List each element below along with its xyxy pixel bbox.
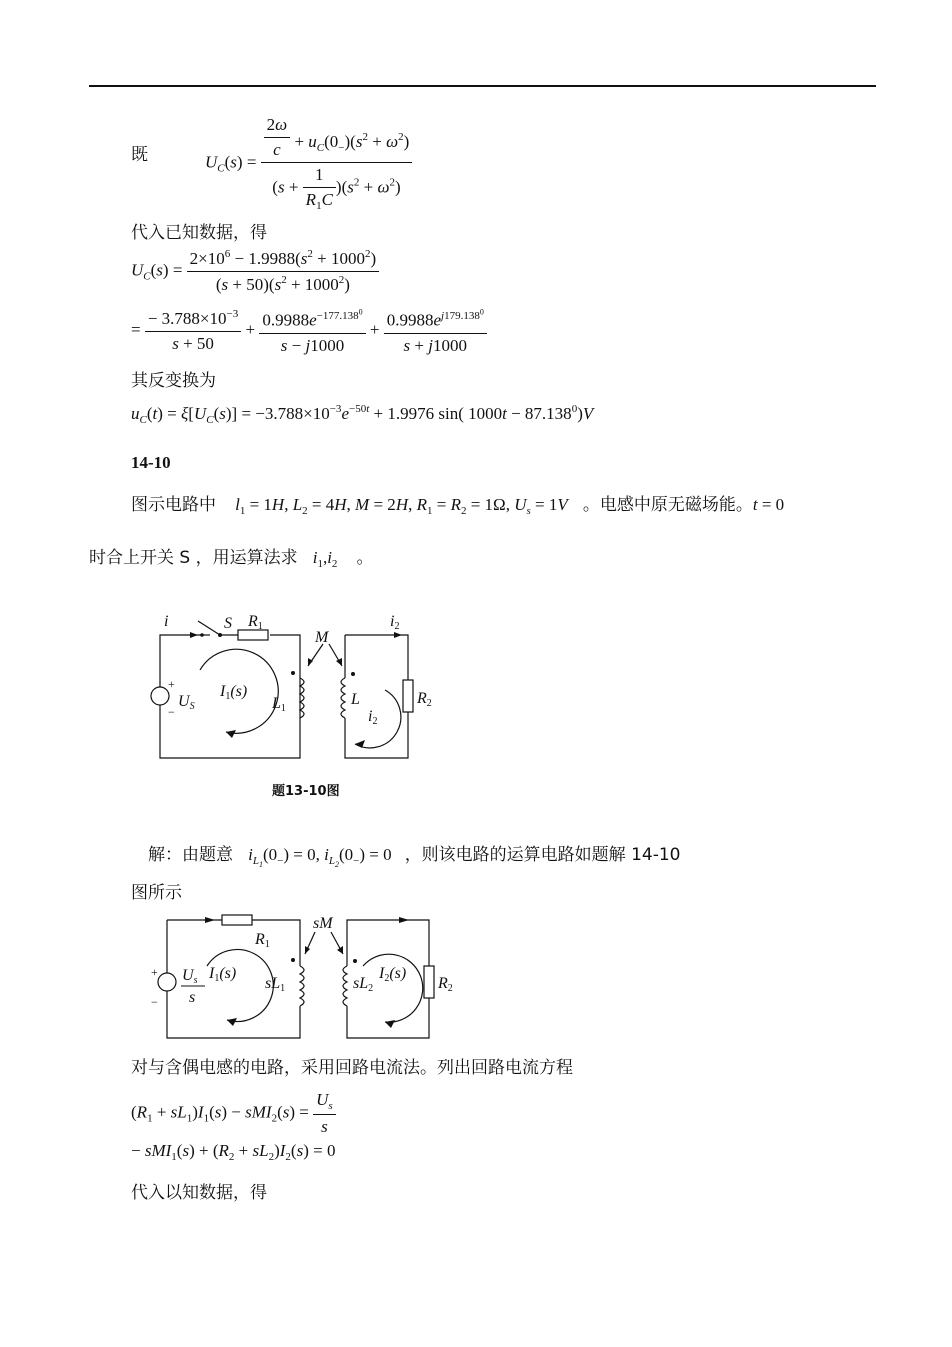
- fig1-label-r1: R1: [248, 613, 263, 632]
- fig2-minus: −: [151, 995, 158, 1009]
- fig2-label-s: s: [189, 989, 196, 1006]
- fig1-minus: −: [168, 705, 175, 719]
- fig1-label-us: US: [178, 693, 195, 712]
- fig2-label-us: Us: [182, 967, 198, 986]
- header-rule: [89, 85, 876, 87]
- solution-prefix: 解：由题意: [148, 845, 233, 865]
- problem-statement-line1: 图示电路中 $l_1 = 1H$, $L_2 = 4H$, M = 2H, $R_1 = R_2 = 1\Omega$, $U_s = 1V$ 。电感中原无磁场能。t = 0: [131, 495, 785, 517]
- equation-uc-s: $U_C(s)$ = $\frac{2\omega}{c}$ + $u_C(0_-)(s^2 + \omega^2)$ (s + $\frac{1}{R_1C}$ )$(s^2 + \omega^2)$: [205, 115, 412, 212]
- text-shown-in-figure: 图所示: [131, 883, 182, 903]
- fig1-label-i: i: [164, 613, 169, 630]
- fig1-label-i1s: I1(s): [220, 683, 248, 702]
- fig2-label-r2: R2: [438, 975, 453, 994]
- equation-uc-t: $u_C(t) = \xi[U_C(s)] = -3.788\times 10^{-3}e^{-50t} + 1.9976$ sin( $1000t - 87.138^0)V$: [131, 403, 594, 426]
- problem-statement-line2: 时合上开关 S ，用运算法求 $i_1,i_2$ 。: [89, 548, 374, 570]
- circuit-figure-2: [145, 908, 465, 1043]
- fig1-label-s: S: [224, 615, 232, 632]
- text-substitute-known: 代入已知数据，得: [131, 223, 267, 243]
- text-loop-method: 对与含偶电感的电路，采用回路电流法。列出回路电流方程: [131, 1058, 573, 1078]
- equation-partial-fractions: = $\frac{- 3.788\times 10^{-3}}{s + 50}$ + $\frac{0.9988e^{-177.138^0}}{s - j1000}$ + $\frac{0.9988e^{j179.138^0}}{s + j1000}$: [131, 307, 487, 356]
- fig1-label-m: M: [315, 629, 329, 646]
- solution-line: 解：由题意 $i_{L_1}(0_-) = 0$, $i_{L_2}(0_-) = 0$ ，则该电路的运算电路如题解 14-10: [148, 845, 681, 870]
- problem-line1: 图示电路中: [131, 495, 216, 515]
- equation-uc-numeric: $U_C(s)$ = $\frac{2\times 10^6 - 1.9988(s^2 + 1000^2)}{(s + 50)(s^2 + 1000^2)}$: [131, 248, 379, 295]
- problem-line2: 时合上开关 S ，用运算法求: [89, 548, 298, 568]
- fig1-label-i2: i2: [390, 613, 400, 632]
- equation-loop-1: $(R_1 + sL_1)I_1(s) - sMI_2(s)$ = $\frac{U_s}{s}$: [131, 1090, 336, 1137]
- text-ji: 既: [131, 145, 148, 165]
- solution-tail: ，则该电路的运算电路如题解 14-10: [404, 845, 681, 865]
- text-inverse-transform: 其反变换为: [131, 371, 216, 391]
- fig2-label-i2s: I2(s): [379, 965, 407, 984]
- fig1-label-i2-loop: i2: [368, 708, 378, 727]
- fig2-label-r1: R1: [255, 931, 270, 950]
- problem-line1-tail: 。电感中原无磁场能。: [582, 495, 753, 515]
- figure1-caption: 题13-10图: [272, 784, 340, 799]
- fig2-label-sm: sM: [313, 915, 333, 932]
- fig2-label-sl1: sL1: [265, 975, 286, 994]
- period: 。: [356, 548, 374, 568]
- fig1-label-l: L: [351, 691, 360, 708]
- fig2-label-sl2: sL2: [353, 975, 374, 994]
- problem-number: 14-10: [131, 453, 171, 472]
- fig1-plus: +: [168, 677, 175, 691]
- circuit-figure-1: [140, 608, 440, 798]
- fig1-label-r2: R2: [417, 690, 432, 709]
- text-substitute-given: 代入以知数据，得: [131, 1183, 267, 1203]
- fig2-label-i1s: I1(s): [209, 965, 237, 984]
- equation-loop-2: − $sMI_1(s) + (R_2 + sL_2)I_2(s) = 0$: [131, 1141, 336, 1163]
- fig2-plus: +: [151, 965, 158, 979]
- fig1-label-l1: L1: [272, 695, 286, 714]
